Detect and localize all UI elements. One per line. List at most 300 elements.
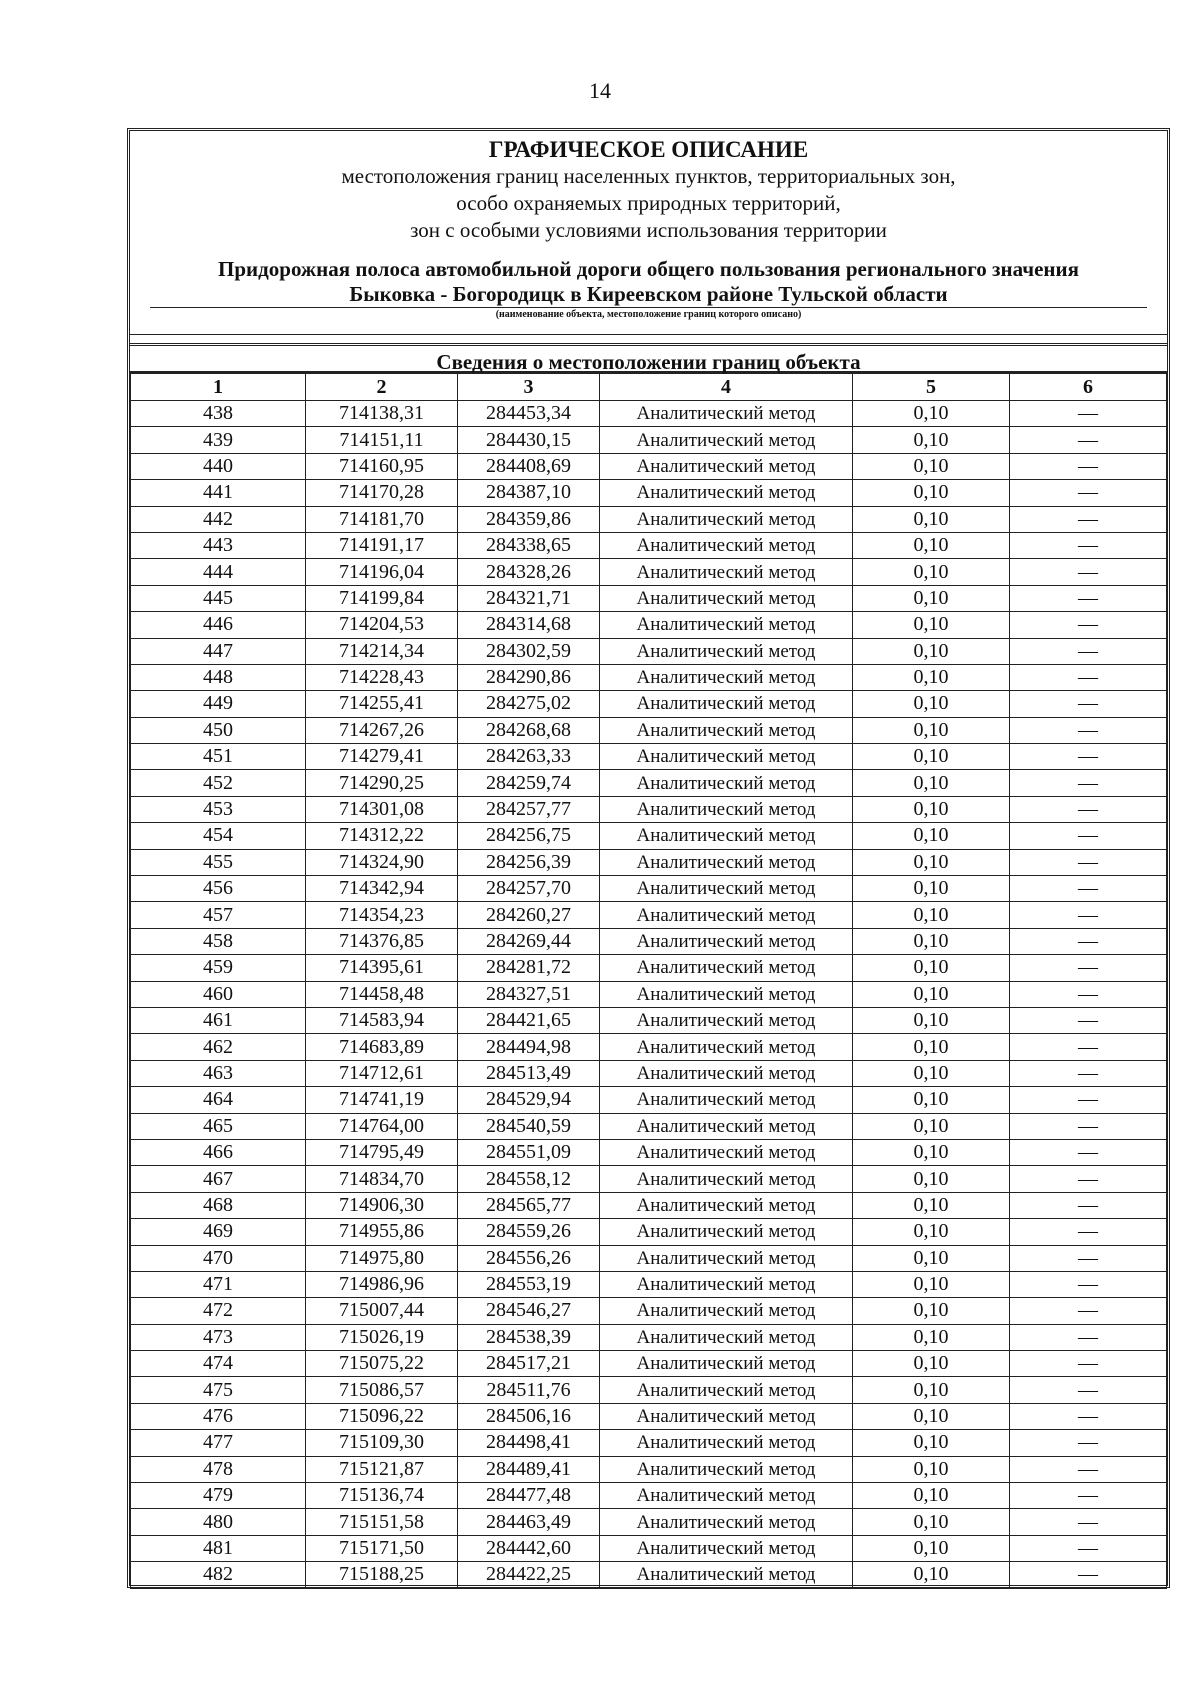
accuracy-cell: 0,10 [853,401,1010,427]
description-cell: — [1010,744,1167,770]
accuracy-cell: 0,10 [853,849,1010,875]
point-number-cell: 476 [131,1403,306,1429]
table-row [131,691,1167,717]
x-coordinate-cell: 714301,08 [306,796,458,822]
description-cell: — [1010,770,1167,796]
method-cell: Аналитический метод [600,453,853,479]
description-cell: — [1010,1219,1167,1245]
table-row [131,453,1167,479]
y-coordinate-cell: 284257,77 [458,796,600,822]
point-number-cell: 470 [131,1245,306,1271]
x-coordinate-cell: 715121,87 [306,1456,458,1482]
method-cell: Аналитический метод [600,902,853,928]
column-header: 1 [131,374,306,401]
y-coordinate-cell: 284442,60 [458,1535,600,1561]
accuracy-cell: 0,10 [853,559,1010,585]
table-row [131,480,1167,506]
y-coordinate-cell: 284408,69 [458,453,600,479]
x-coordinate-cell: 714191,17 [306,532,458,558]
accuracy-cell: 0,10 [853,1139,1010,1165]
y-coordinate-cell: 284259,74 [458,770,600,796]
x-coordinate-cell: 715096,22 [306,1403,458,1429]
x-coordinate-cell: 715007,44 [306,1298,458,1324]
x-coordinate-cell: 714342,94 [306,876,458,902]
accuracy-cell: 0,10 [853,928,1010,954]
method-cell: Аналитический метод [600,559,853,585]
x-coordinate-cell: 714279,41 [306,744,458,770]
point-number-cell: 452 [131,770,306,796]
table-row [131,1007,1167,1033]
description-cell: — [1010,664,1167,690]
accuracy-cell: 0,10 [853,1298,1010,1324]
y-coordinate-cell: 284338,65 [458,532,600,558]
description-cell: — [1010,849,1167,875]
y-coordinate-cell: 284513,49 [458,1060,600,1086]
point-number-cell: 448 [131,664,306,690]
description-cell: — [1010,1430,1167,1456]
point-number-cell: 464 [131,1087,306,1113]
point-number-cell: 447 [131,638,306,664]
table-row [131,1060,1167,1086]
description-cell: — [1010,928,1167,954]
point-number-cell: 454 [131,823,306,849]
x-coordinate-cell: 714228,43 [306,664,458,690]
table-row [131,1298,1167,1324]
description-cell: — [1010,638,1167,664]
table-row [131,796,1167,822]
accuracy-cell: 0,10 [853,1509,1010,1535]
description-cell: — [1010,876,1167,902]
y-coordinate-cell: 284327,51 [458,981,600,1007]
y-coordinate-cell: 284359,86 [458,506,600,532]
y-coordinate-cell: 284463,49 [458,1509,600,1535]
description-cell: — [1010,1166,1167,1192]
method-cell: Аналитический метод [600,770,853,796]
x-coordinate-cell: 714975,80 [306,1245,458,1271]
table-row [131,401,1167,427]
x-coordinate-cell: 714906,30 [306,1192,458,1218]
y-coordinate-cell: 284290,86 [458,664,600,690]
accuracy-cell: 0,10 [853,480,1010,506]
table-row [131,1034,1167,1060]
point-number-cell: 453 [131,796,306,822]
point-number-cell: 467 [131,1166,306,1192]
table-row [131,770,1167,796]
y-coordinate-cell: 284477,48 [458,1483,600,1509]
accuracy-cell: 0,10 [853,1060,1010,1086]
method-cell: Аналитический метод [600,1377,853,1403]
accuracy-cell: 0,10 [853,1483,1010,1509]
accuracy-cell: 0,10 [853,1377,1010,1403]
accuracy-cell: 0,10 [853,1007,1010,1033]
x-coordinate-cell: 714160,95 [306,453,458,479]
description-cell: — [1010,480,1167,506]
method-cell: Аналитический метод [600,480,853,506]
document-header [130,131,1167,335]
accuracy-cell: 0,10 [853,1166,1010,1192]
accuracy-cell: 0,10 [853,453,1010,479]
point-number-cell: 450 [131,717,306,743]
table-row [131,1219,1167,1245]
point-number-cell: 449 [131,691,306,717]
table-row [131,928,1167,954]
point-number-cell: 459 [131,955,306,981]
method-cell: Аналитический метод [600,427,853,453]
x-coordinate-cell: 715188,25 [306,1562,458,1588]
method-cell: Аналитический метод [600,1324,853,1350]
point-number-cell: 457 [131,902,306,928]
method-cell: Аналитический метод [600,1060,853,1086]
table-row [131,1377,1167,1403]
method-cell: Аналитический метод [600,1113,853,1139]
point-number-cell: 474 [131,1351,306,1377]
x-coordinate-cell: 714376,85 [306,928,458,954]
method-cell: Аналитический метод [600,664,853,690]
description-cell: — [1010,401,1167,427]
y-coordinate-cell: 284275,02 [458,691,600,717]
y-coordinate-cell: 284551,09 [458,1139,600,1165]
method-cell: Аналитический метод [600,1483,853,1509]
method-cell: Аналитический метод [600,1245,853,1271]
point-number-cell: 462 [131,1034,306,1060]
y-coordinate-cell: 284565,77 [458,1192,600,1218]
table-row [131,849,1167,875]
description-cell: — [1010,1456,1167,1482]
description-cell: — [1010,1535,1167,1561]
description-cell: — [1010,1403,1167,1429]
point-number-cell: 469 [131,1219,306,1245]
point-number-cell: 481 [131,1535,306,1561]
y-coordinate-cell: 284256,75 [458,823,600,849]
description-cell: — [1010,1245,1167,1271]
x-coordinate-cell: 714354,23 [306,902,458,928]
table-row [131,1456,1167,1482]
x-coordinate-cell: 714255,41 [306,691,458,717]
accuracy-cell: 0,10 [853,506,1010,532]
method-cell: Аналитический метод [600,981,853,1007]
y-coordinate-cell: 284387,10 [458,480,600,506]
accuracy-cell: 0,10 [853,902,1010,928]
table-row [131,1430,1167,1456]
description-cell: — [1010,1509,1167,1535]
method-cell: Аналитический метод [600,1403,853,1429]
description-cell: — [1010,1483,1167,1509]
description-cell: — [1010,1060,1167,1086]
description-cell: — [1010,1139,1167,1165]
object-name-line-2: Быковка - Богородицк в Киреевском районе Тульской области [349,282,948,306]
x-coordinate-cell: 714764,00 [306,1113,458,1139]
description-cell: — [1010,902,1167,928]
y-coordinate-cell: 284511,76 [458,1377,600,1403]
x-coordinate-cell: 714290,25 [306,770,458,796]
accuracy-cell: 0,10 [853,823,1010,849]
point-number-cell: 446 [131,612,306,638]
y-coordinate-cell: 284498,41 [458,1430,600,1456]
x-coordinate-cell: 714204,53 [306,612,458,638]
method-cell: Аналитический метод [600,506,853,532]
table-row [131,1245,1167,1271]
method-cell: Аналитический метод [600,1166,853,1192]
table-row [131,1535,1167,1561]
method-cell: Аналитический метод [600,1139,853,1165]
coordinates-table [130,373,1167,1589]
method-cell: Аналитический метод [600,1351,853,1377]
accuracy-cell: 0,10 [853,981,1010,1007]
y-coordinate-cell: 284302,59 [458,638,600,664]
point-number-cell: 444 [131,559,306,585]
point-number-cell: 458 [131,928,306,954]
y-coordinate-cell: 284559,26 [458,1219,600,1245]
accuracy-cell: 0,10 [853,638,1010,664]
table-row [131,1087,1167,1113]
table-row [131,532,1167,558]
method-cell: Аналитический метод [600,928,853,954]
method-cell: Аналитический метод [600,1562,853,1588]
method-cell: Аналитический метод [600,849,853,875]
x-coordinate-cell: 714458,48 [306,981,458,1007]
accuracy-cell: 0,10 [853,532,1010,558]
column-header: 3 [458,374,600,401]
accuracy-cell: 0,10 [853,1562,1010,1588]
y-coordinate-cell: 284268,68 [458,717,600,743]
y-coordinate-cell: 284430,15 [458,427,600,453]
table-row [131,664,1167,690]
x-coordinate-cell: 714712,61 [306,1060,458,1086]
table-header-row [131,374,1167,401]
page-number: 14 [589,78,611,103]
accuracy-cell: 0,10 [853,796,1010,822]
method-cell: Аналитический метод [600,691,853,717]
method-cell: Аналитический метод [600,1430,853,1456]
y-coordinate-cell: 284263,33 [458,744,600,770]
point-number-cell: 473 [131,1324,306,1350]
description-cell: — [1010,1562,1167,1588]
point-number-cell: 478 [131,1456,306,1482]
description-cell: — [1010,1034,1167,1060]
section-title: Сведения о местоположении границ объекта [130,343,1167,373]
table-row [131,1113,1167,1139]
method-cell: Аналитический метод [600,1219,853,1245]
object-name-line-1: Придорожная полоса автомобильной дороги общего пользования регионального значения [218,257,1079,281]
x-coordinate-cell: 714683,89 [306,1034,458,1060]
description-cell: — [1010,453,1167,479]
table-row [131,1351,1167,1377]
description-cell: — [1010,1192,1167,1218]
x-coordinate-cell: 715075,22 [306,1351,458,1377]
y-coordinate-cell: 284281,72 [458,955,600,981]
point-number-cell: 451 [131,744,306,770]
method-cell: Аналитический метод [600,1535,853,1561]
x-coordinate-cell: 714795,49 [306,1139,458,1165]
table-row [131,717,1167,743]
x-coordinate-cell: 715151,58 [306,1509,458,1535]
description-cell: — [1010,717,1167,743]
x-coordinate-cell: 715109,30 [306,1430,458,1456]
accuracy-cell: 0,10 [853,1245,1010,1271]
point-number-cell: 466 [131,1139,306,1165]
method-cell: Аналитический метод [600,1509,853,1535]
y-coordinate-cell: 284494,98 [458,1034,600,1060]
method-cell: Аналитический метод [600,796,853,822]
point-number-cell: 472 [131,1298,306,1324]
table-row [131,1166,1167,1192]
x-coordinate-cell: 714834,70 [306,1166,458,1192]
table-row [131,744,1167,770]
point-number-cell: 479 [131,1483,306,1509]
table-row [131,1483,1167,1509]
description-cell: — [1010,955,1167,981]
description-cell: — [1010,1271,1167,1297]
document-title: ГРАФИЧЕСКОЕ ОПИСАНИЕ [488,137,809,162]
object-caption: (наименование объекта, местоположение границ которого описано) [495,309,802,320]
x-coordinate-cell: 714138,31 [306,401,458,427]
accuracy-cell: 0,10 [853,1192,1010,1218]
accuracy-cell: 0,10 [853,876,1010,902]
x-coordinate-cell: 715171,50 [306,1535,458,1561]
table-row [131,427,1167,453]
method-cell: Аналитический метод [600,401,853,427]
table-row [131,955,1167,981]
y-coordinate-cell: 284328,26 [458,559,600,585]
description-cell: — [1010,1324,1167,1350]
y-coordinate-cell: 284314,68 [458,612,600,638]
y-coordinate-cell: 284556,26 [458,1245,600,1271]
table-row [131,559,1167,585]
method-cell: Аналитический метод [600,876,853,902]
point-number-cell: 475 [131,1377,306,1403]
table-row [131,1139,1167,1165]
point-number-cell: 456 [131,876,306,902]
description-cell: — [1010,559,1167,585]
point-number-cell: 468 [131,1192,306,1218]
x-coordinate-cell: 714199,84 [306,585,458,611]
table-row [131,585,1167,611]
column-header: 4 [600,374,853,401]
accuracy-cell: 0,10 [853,664,1010,690]
method-cell: Аналитический метод [600,1034,853,1060]
description-cell: — [1010,506,1167,532]
method-cell: Аналитический метод [600,1298,853,1324]
point-number-cell: 477 [131,1430,306,1456]
point-number-cell: 440 [131,453,306,479]
table-row [131,981,1167,1007]
table-row [131,902,1167,928]
accuracy-cell: 0,10 [853,770,1010,796]
description-cell: — [1010,823,1167,849]
accuracy-cell: 0,10 [853,744,1010,770]
description-cell: — [1010,981,1167,1007]
description-cell: — [1010,427,1167,453]
method-cell: Аналитический метод [600,1456,853,1482]
y-coordinate-cell: 284257,70 [458,876,600,902]
x-coordinate-cell: 714196,04 [306,559,458,585]
table-row [131,876,1167,902]
description-cell: — [1010,1298,1167,1324]
table-row [131,506,1167,532]
description-cell: — [1010,1007,1167,1033]
x-coordinate-cell: 714181,70 [306,506,458,532]
document-frame [127,128,1170,1588]
table-row [131,1403,1167,1429]
x-coordinate-cell: 715086,57 [306,1377,458,1403]
y-coordinate-cell: 284321,71 [458,585,600,611]
description-cell: — [1010,1087,1167,1113]
accuracy-cell: 0,10 [853,1324,1010,1350]
y-coordinate-cell: 284422,25 [458,1562,600,1588]
accuracy-cell: 0,10 [853,427,1010,453]
accuracy-cell: 0,10 [853,1087,1010,1113]
x-coordinate-cell: 714583,94 [306,1007,458,1033]
table-row [131,612,1167,638]
y-coordinate-cell: 284546,27 [458,1298,600,1324]
subtitle-line-3: зон с особыми условиями использования территории [410,218,887,242]
point-number-cell: 461 [131,1007,306,1033]
method-cell: Аналитический метод [600,638,853,664]
x-coordinate-cell: 714955,86 [306,1219,458,1245]
table-row [131,823,1167,849]
accuracy-cell: 0,10 [853,1351,1010,1377]
x-coordinate-cell: 714214,34 [306,638,458,664]
description-cell: — [1010,691,1167,717]
x-coordinate-cell: 714312,22 [306,823,458,849]
point-number-cell: 441 [131,480,306,506]
column-header: 6 [1010,374,1167,401]
accuracy-cell: 0,10 [853,612,1010,638]
method-cell: Аналитический метод [600,532,853,558]
accuracy-cell: 0,10 [853,1430,1010,1456]
description-cell: — [1010,1113,1167,1139]
y-coordinate-cell: 284553,19 [458,1271,600,1297]
y-coordinate-cell: 284540,59 [458,1113,600,1139]
y-coordinate-cell: 284506,16 [458,1403,600,1429]
point-number-cell: 463 [131,1060,306,1086]
point-number-cell: 455 [131,849,306,875]
method-cell: Аналитический метод [600,717,853,743]
accuracy-cell: 0,10 [853,691,1010,717]
method-cell: Аналитический метод [600,1192,853,1218]
description-cell: — [1010,532,1167,558]
y-coordinate-cell: 284489,41 [458,1456,600,1482]
accuracy-cell: 0,10 [853,955,1010,981]
accuracy-cell: 0,10 [853,1403,1010,1429]
y-coordinate-cell: 284517,21 [458,1351,600,1377]
table-row [131,1562,1167,1588]
y-coordinate-cell: 284269,44 [458,928,600,954]
description-cell: — [1010,1351,1167,1377]
point-number-cell: 482 [131,1562,306,1588]
y-coordinate-cell: 284529,94 [458,1087,600,1113]
column-header: 2 [306,374,458,401]
subtitle-line-2: особо охраняемых природных территорий, [456,191,841,215]
y-coordinate-cell: 284558,12 [458,1166,600,1192]
point-number-cell: 438 [131,401,306,427]
accuracy-cell: 0,10 [853,1456,1010,1482]
column-header: 5 [853,374,1010,401]
x-coordinate-cell: 714267,26 [306,717,458,743]
x-coordinate-cell: 714986,96 [306,1271,458,1297]
accuracy-cell: 0,10 [853,1271,1010,1297]
y-coordinate-cell: 284260,27 [458,902,600,928]
method-cell: Аналитический метод [600,585,853,611]
method-cell: Аналитический метод [600,1271,853,1297]
point-number-cell: 442 [131,506,306,532]
method-cell: Аналитический метод [600,1007,853,1033]
point-number-cell: 445 [131,585,306,611]
table-row [131,1509,1167,1535]
method-cell: Аналитический метод [600,612,853,638]
point-number-cell: 471 [131,1271,306,1297]
x-coordinate-cell: 714170,28 [306,480,458,506]
